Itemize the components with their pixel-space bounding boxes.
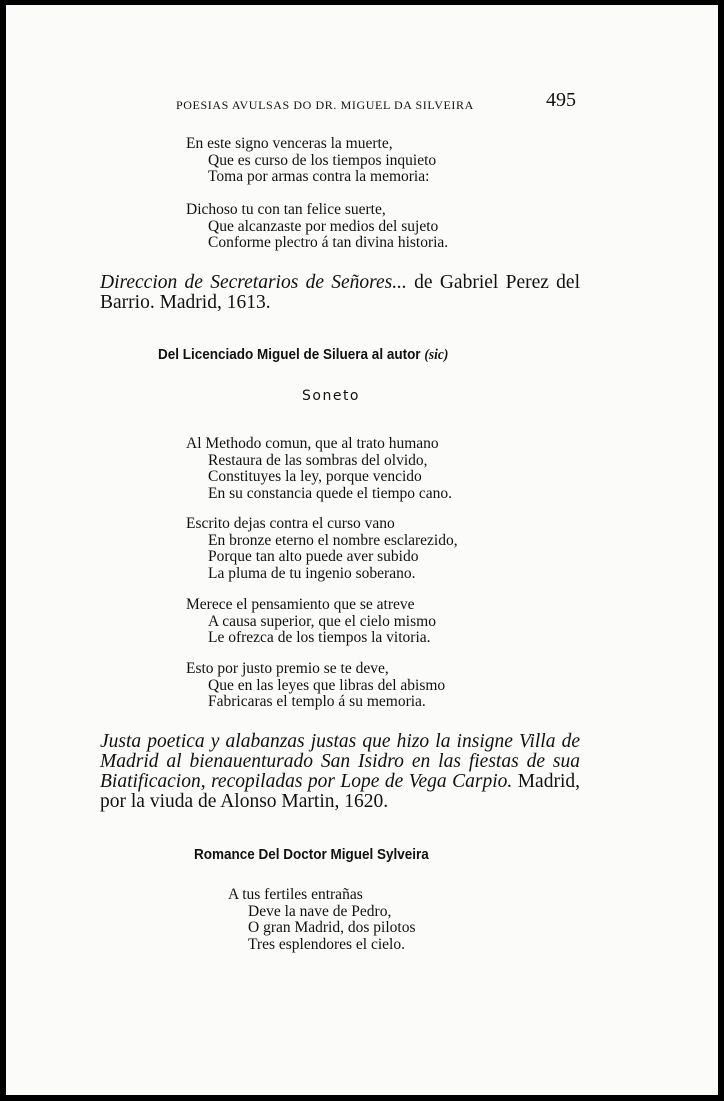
verse-line: En bronze eterno el nombre esclarezido, [208,531,458,549]
stanza-top-2 [186,202,448,252]
verse-line: O gran Madrid, dos pilotos [248,919,416,936]
verse-line: Conforme plectro á tan divina historia. [208,234,449,251]
section-heading-sylveira: Romance Del Doctor Miguel Sylveira [194,846,429,863]
verse-line: Le ofrezca de los tiempos la vitoria. [208,629,431,646]
verse-line: En este signo venceras la muerte, [186,135,393,152]
soneto-quatrain-2 [186,516,458,582]
verse-line: Porque tan alto puede aver subido [208,548,419,565]
verse-line: Esto por justo premio se te deve, [186,660,389,677]
verse-line: Escrito dejas contra el curso vano [186,515,395,532]
verse-line: Fabricaras el templo á su memoria. [208,693,426,710]
subheading-soneto: Soneto [302,388,360,404]
verse-line: A tus fertiles entrañas [228,886,363,903]
running-title: POESIAS AVULSAS DO DR. MIGUEL DA SILVEIRA [176,98,474,112]
citation-title: Justa poetica y alabanzas justas que hizo la insigne Villa de Madrid al bienauenturado San Isidro en las fiestas de sua Biatificacion, recopiladas por Lope de Vega Carpio. [100,731,580,792]
verse-line: En su constancia quede el tiempo cano. [208,484,453,502]
stanza-top-1 [186,136,436,186]
book-page [6,5,718,1095]
verse-line: Constituyes la ley, porque vencido [208,468,422,485]
verse-line: Deve la nave de Pedro, [248,902,392,920]
soneto-tercet-1 [186,597,436,647]
romance-stanza [228,887,415,953]
heading-text: Del Licenciado Miguel de Siluera al autor [158,346,421,363]
verse-line: Toma por armas contra la memoria: [208,168,430,185]
verse-line: Al Methodo comun, que al trato humano [186,435,439,452]
page-number: 495 [546,89,576,111]
citation-imprint: Madrid, por la viuda de Alonso Martin, 1620. [100,771,580,812]
soneto-tercet-2 [186,661,445,711]
verse-line: Que alcanzaste por medios del sujeto [208,217,439,235]
verse-line: Merece el pensamiento que se atreve [186,596,415,613]
verse-line: La pluma de tu ingenio soberano. [208,564,416,582]
citation-title: Direccion de Secretarios de Señores... [100,272,407,293]
citation-imprint: de Gabriel Perez del Barrio. Madrid, 1613. [100,272,580,313]
verse-line: Que es curso de los tiempos inquieto [208,151,437,169]
soneto-quatrain-1 [186,436,452,502]
section-heading-siluera [158,346,448,364]
verse-line: Restaura de las sombras del olvido, [208,451,428,469]
sic-note: (sic) [424,347,449,363]
verse-line: Que en las leyes que libras del abismo [208,676,446,694]
verse-line: A causa superior, que el cielo mismo [208,612,436,630]
verse-line: Tres esplendores el cielo. [248,935,405,953]
citation-direccion [100,273,580,313]
verse-line: Dichoso tu con tan felice suerte, [186,201,386,218]
citation-justa-poetica [100,732,580,812]
